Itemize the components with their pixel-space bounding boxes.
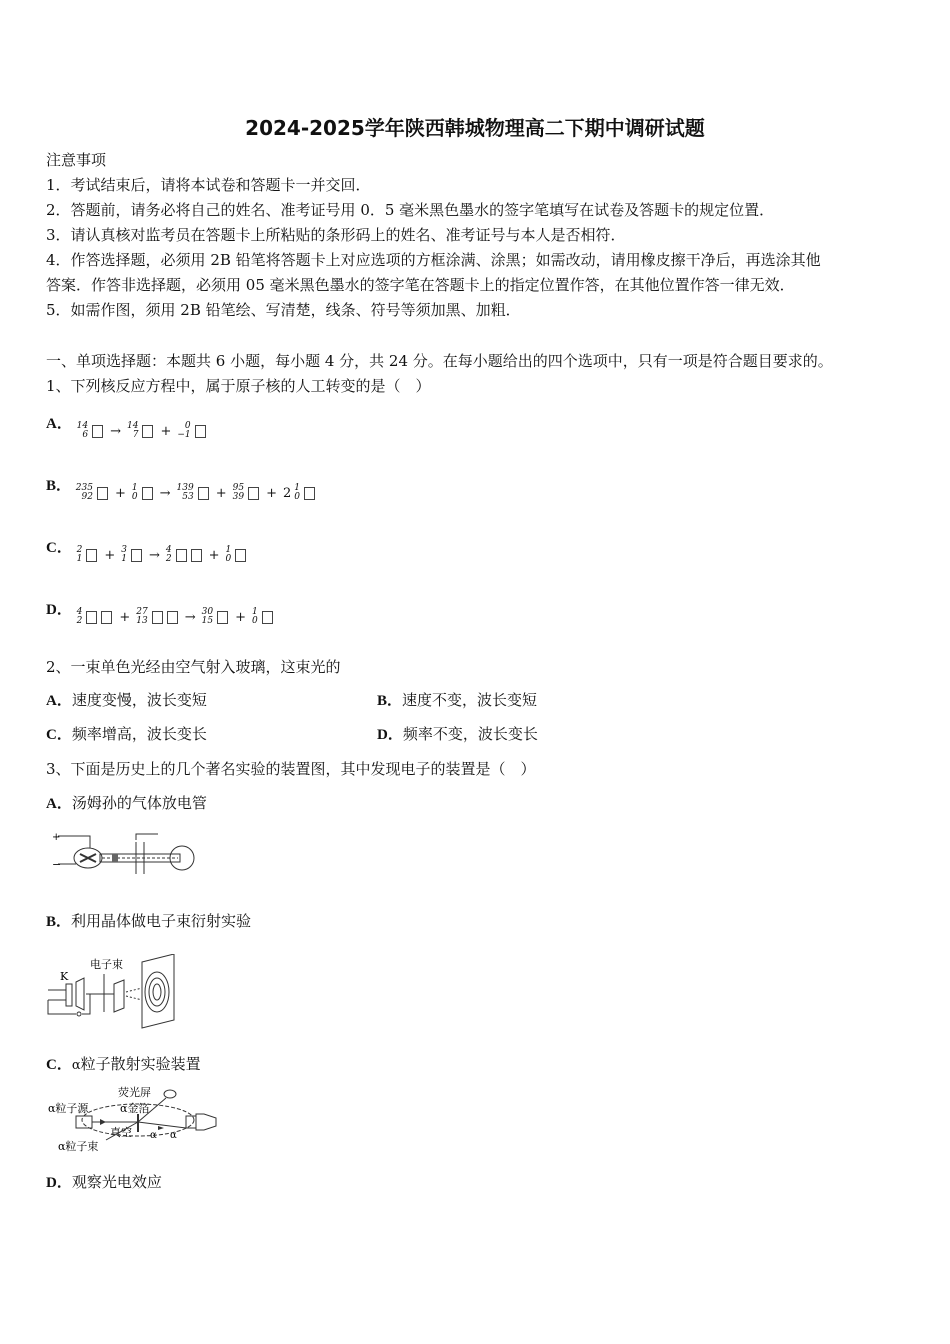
svg-text:−: − — [52, 858, 62, 871]
element-placeholder — [86, 611, 97, 624]
element-placeholder — [167, 611, 178, 624]
nuclear-equation-a: 14 6 → 14 7 + 0 −1 — [77, 422, 207, 440]
element-placeholder — [142, 487, 153, 500]
element-placeholder — [217, 611, 228, 624]
svg-text:α: α — [150, 1130, 157, 1141]
svg-text:α金箔: α金箔 — [120, 1102, 150, 1115]
element-placeholder — [97, 487, 108, 500]
notice-item-2: 2．答题前，请务必将自己的姓名、准考证号用 0．5 毫米黑色墨水的签字笔填写在试卷及答题卡的规定位置． — [46, 201, 775, 219]
element-placeholder — [248, 487, 259, 500]
notice-item-3: 3．请认真核对监考员在答题卡上所粘贴的条形码上的姓名、准考证号与本人是否相符． — [46, 226, 626, 244]
section-heading: 一、单项选择题：本题共 6 小题，每小题 4 分，共 24 分。在每小题给出的四个选项中，只有一项是符合题目要求的。 — [46, 352, 833, 370]
element-placeholder — [304, 487, 315, 500]
svg-text:α: α — [170, 1130, 177, 1141]
option-label: C． — [46, 540, 72, 556]
option-label: B． — [46, 478, 72, 494]
element-placeholder — [131, 549, 142, 562]
q2-option-b[interactable]: B．速度不变，波长变短 — [377, 691, 538, 709]
q2-option-a[interactable]: A．速度变慢，波长变短 — [46, 691, 207, 709]
element-placeholder — [86, 549, 97, 562]
element-placeholder — [198, 487, 209, 500]
q3-option-d[interactable]: D．观察光电效应 — [46, 1173, 162, 1191]
question-3-stem: 3、下面是历史上的几个著名实验的装置图，其中发现电子的装置是（ ） — [46, 760, 536, 778]
notice-item-4: 4．作答选择题，必须用 2B 铅笔将答题卡上对应选项的方框涂满、涂黑；如需改动，请用橡皮擦干净后，再选涂其他 — [46, 251, 821, 269]
thomson-discharge-tube-figure — [50, 828, 198, 884]
question-1-stem: 1、下列核反应方程中，属于原子核的人工转变的是（ ） — [46, 377, 431, 395]
notice-item-4-cont: 答案．作答非选择题，必须用 05 毫米黑色墨水的签字笔在答题卡上的指定位置作答，在其他位置作答一律无效． — [46, 276, 795, 294]
q1-option-d[interactable] — [46, 598, 274, 626]
nuclear-equation-b: 235 92 + 1 0 → 139 53 + 95 39 + 2 1 0 — [76, 484, 316, 502]
notice-item-1: 1．考试结束后，请将本试卷和答题卡一并交回． — [46, 176, 371, 194]
element-placeholder — [195, 425, 206, 438]
svg-text:K: K — [60, 970, 69, 983]
q3-option-b[interactable]: B．利用晶体做电子束衍射实验 — [46, 912, 252, 930]
element-placeholder — [142, 425, 153, 438]
element-placeholder — [262, 611, 273, 624]
element-placeholder — [152, 611, 163, 624]
notice-heading: 注意事项 — [46, 151, 107, 169]
q3-option-c[interactable]: C．α粒子散射实验装置 — [46, 1055, 201, 1073]
alpha-scattering-figure — [46, 1084, 218, 1156]
notice-item-5: 5．如需作图，须用 2B 铅笔绘、写清楚，线条、符号等须加黑、加粗． — [46, 301, 521, 319]
element-placeholder — [101, 611, 112, 624]
q3-option-a[interactable]: A．汤姆孙的气体放电管 — [46, 794, 207, 812]
element-placeholder — [235, 549, 246, 562]
svg-text:电子束: 电子束 — [90, 958, 123, 971]
q1-option-b[interactable] — [46, 474, 316, 502]
q2-option-c[interactable]: C．频率增高，波长变长 — [46, 725, 207, 743]
element-placeholder — [176, 549, 187, 562]
svg-text:α粒子束: α粒子束 — [58, 1140, 99, 1153]
question-2-stem: 2、一束单色光经由空气射入玻璃，这束光的 — [46, 658, 341, 676]
option-label: D． — [46, 602, 72, 618]
q2-option-d[interactable]: D．频率不变，波长变长 — [377, 725, 538, 743]
page-title: 2024-2025学年陕西韩城物理高二下期中调研试题 — [245, 116, 705, 140]
q1-option-c[interactable] — [46, 536, 247, 564]
q1-option-a[interactable] — [46, 412, 207, 440]
svg-text:真空: 真空 — [110, 1126, 132, 1139]
svg-text:+: + — [52, 832, 61, 843]
element-placeholder — [92, 425, 103, 438]
nuclear-equation-c: 2 1 + 3 1 → 4 2 + 1 0 — [77, 546, 248, 564]
electron-diffraction-figure — [46, 954, 178, 1030]
svg-text:荧光屏: 荧光屏 — [118, 1086, 151, 1099]
nuclear-equation-d: 4 2 + 27 13 → 30 15 + 1 0 — [77, 608, 274, 626]
option-label: A． — [46, 416, 72, 432]
element-placeholder — [191, 549, 202, 562]
svg-text:α粒子源: α粒子源 — [48, 1102, 89, 1115]
